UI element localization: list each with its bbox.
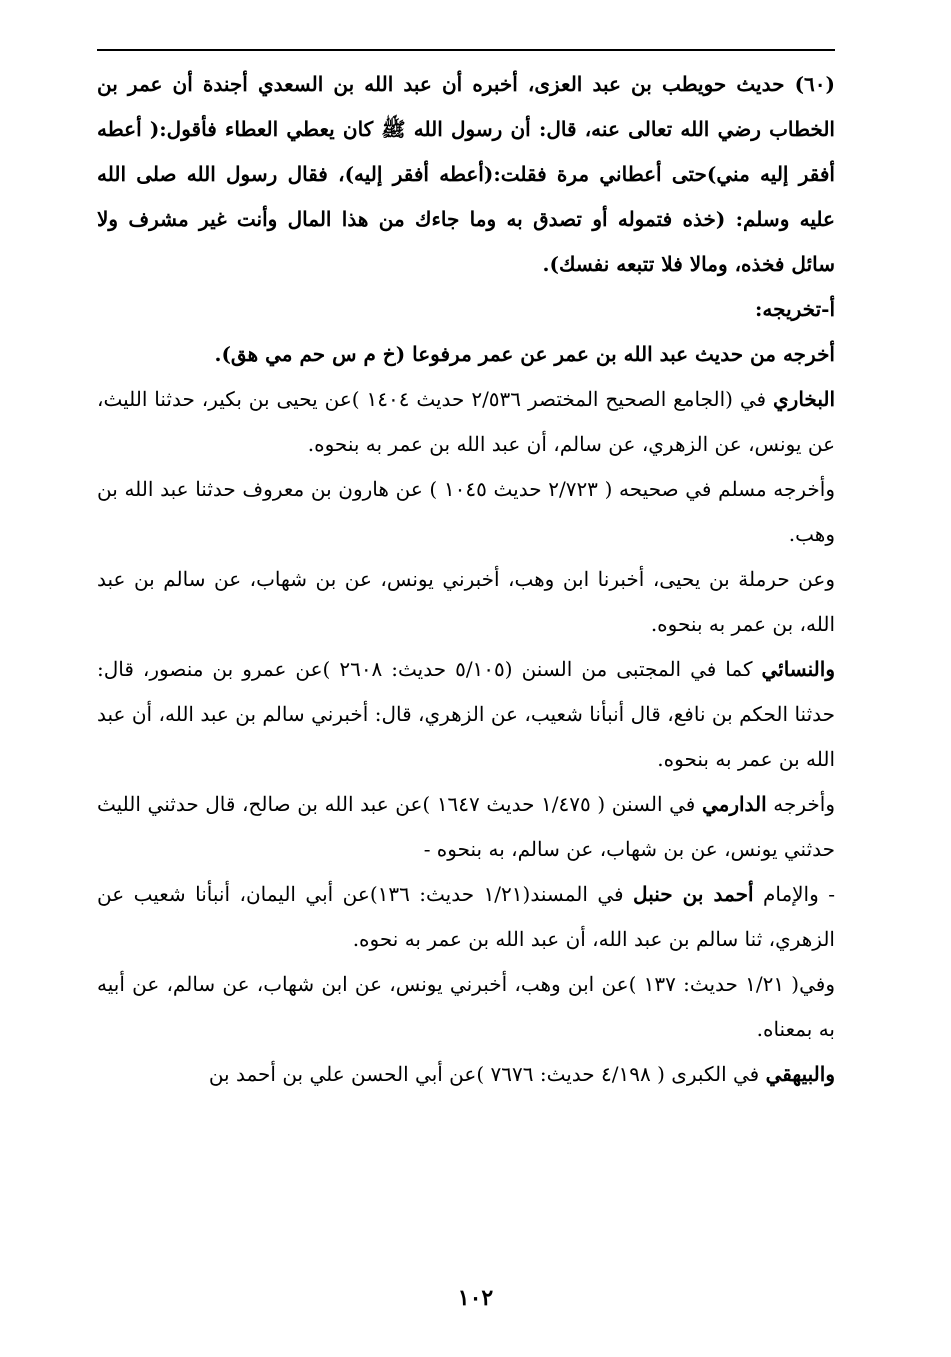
- source-text-darimi: في السنن ( ١/٤٧٥ حديث ١٦٤٧ )عن عبد الله بن صالح، قال حدثني الليث حدثني يونس، عن بن شهاب، عن سالم، به بنحوه -: [97, 792, 835, 861]
- takhrij-heading: أ-تخريجه:: [755, 297, 835, 321]
- takhrij-summary: أخرجه من حديث عبد الله بن عمر عن عمر مرفوعا (خ م س حم مي هق).: [214, 342, 835, 366]
- source-nasai: [97, 647, 835, 782]
- source-text-bukhari: في (الجامع الصحيح المختصر ٢/٥٣٦ حديث ١٤٠٤ )عن يحيى بن بكير، حدثنا الليث، عن يونس، عن الزهري، عن سالم، أن عبد الله بن عمر به بنحوه.: [97, 387, 835, 456]
- source-text-nasai: كما في المجتبى من السنن (٥/١٠٥ حديث: ٢٦٠٨ )عن عمرو بن منصور، قال: حدثنا الحكم بن نافع، قال أنبأنا شعيب، عن الزهري، قال: أخبرني سالم بن عبد الله، أن عبد الله بن عمر به بنحوه.: [97, 657, 835, 771]
- source-bayhaqi: [97, 1052, 835, 1097]
- source-ahmad-second: وفي( ١/٢١ حديث: ١٣٧ )عن ابن وهب، أخبرني يونس، عن ابن شهاب، عن سالم، عن أبيه به بمعناه.: [97, 972, 835, 1041]
- source-name-nasai: والنسائي: [761, 657, 835, 681]
- page-body: [97, 62, 835, 1097]
- source-prefix-ahmad: - والإمام: [753, 882, 835, 906]
- source-muslim-second-chain: وعن حرملة بن يحيى، أخبرنا ابن وهب، أخبرني يونس، عن بن شهاب، عن سالم بن عبد الله، بن عمر به بنحوه.: [97, 567, 835, 636]
- source-text-bayhaqi: في الكبرى ( ٤/١٩٨ حديث: ٧٦٧٦ )عن أبي الحسن علي بن أحمد بن: [208, 1062, 766, 1086]
- source-name-bukhari: البخاري: [773, 387, 836, 411]
- source-muslim: وأخرجه مسلم في صحيحه ( ٢/٧٢٣ حديث ١٠٤٥ ) عن هارون بن معروف حدثنا عبد الله بن وهب.: [97, 477, 835, 546]
- source-darimi: [97, 782, 835, 872]
- source-ahmad: [97, 872, 835, 962]
- source-name-bayhaqi: والبيهقي: [765, 1062, 835, 1086]
- top-rule-divider: [97, 49, 835, 51]
- hadith-text: (٦٠) حديث حويطب بن عبد العزى، أخبره أن عبد الله بن السعدي أجندة أن عمر بن الخطاب رضي الله تعالى عنه، قال: أن رسول الله ﷺ كان يعطي العطاء فأقول:( أعطه أفقر إليه مني)حتى أعطاني مرة فقلت:(أعطه أفقر إليه)، فقال رسول الله صلى الله عليه وسلم: (خذه فتموله أو تصدق به وما جاءك من هذا المال وأنت غير مشرف ولا سائل فخذه، ومالا فلا تتبعه نفسك).: [97, 72, 835, 276]
- source-bukhari: [97, 377, 835, 467]
- page-number: ١٠٢: [457, 1285, 494, 1311]
- source-prefix-darimi: وأخرجه: [766, 792, 836, 816]
- source-text-ahmad: في المسند(١/٢١ حديث: ١٣٦)عن أبي اليمان، أنبأنا شعيب عن الزهري، ثنا سالم بن عبد الله، أن عبد الله بن عمر به نحوه.: [97, 882, 835, 951]
- source-name-ahmad: أحمد بن حنبل: [633, 882, 754, 906]
- source-name-darimi: الدارمي: [701, 792, 767, 816]
